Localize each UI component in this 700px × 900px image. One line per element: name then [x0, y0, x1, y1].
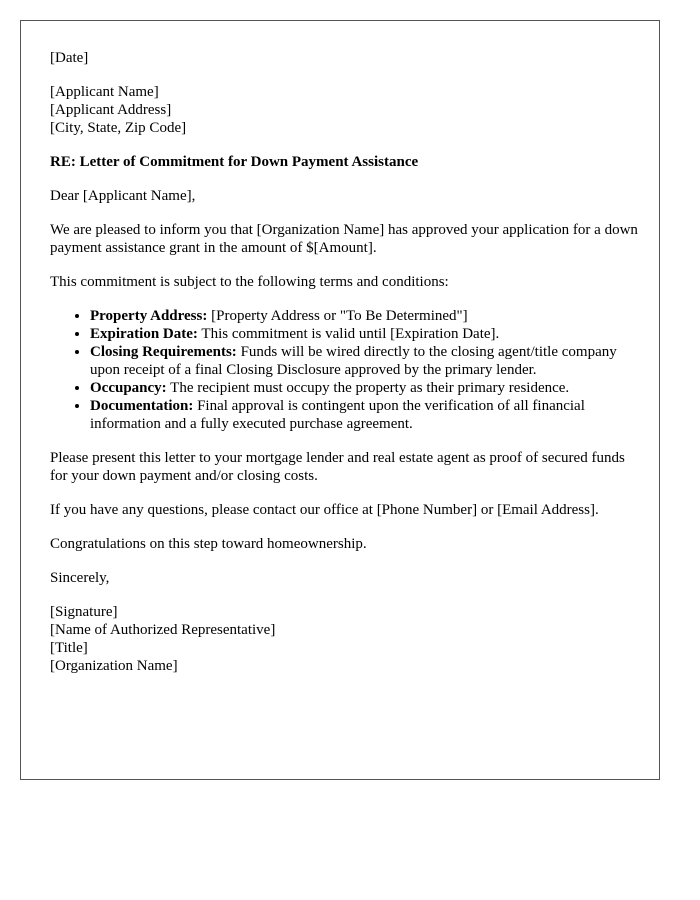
- presentation-paragraph: Please present this letter to your mortgage lender and real estate agent as proof of secured funds for your down payment and/or closing costs.: [50, 450, 625, 484]
- term-item-closing-requirements: [90, 343, 640, 379]
- term-label: Occupancy:: [90, 380, 167, 396]
- letter-page: [20, 20, 660, 780]
- letter-content: [50, 49, 640, 691]
- representative-title: [Title]: [50, 640, 88, 656]
- term-item-documentation: [90, 397, 640, 433]
- congratulations-paragraph: Congratulations on this step toward homeownership.: [50, 536, 367, 552]
- recipient-name: [Applicant Name]: [50, 84, 159, 100]
- recipient-city-state-zip: [City, State, Zip Code]: [50, 120, 187, 136]
- term-item-occupancy: [90, 379, 640, 397]
- term-label: Expiration Date:: [90, 326, 198, 342]
- letter-date: [Date]: [50, 50, 89, 66]
- intro-paragraph: We are pleased to inform you that [Organization Name] has approved your application for a down payment assistance grant in the amount of $[Amount].: [50, 222, 638, 256]
- term-text: This commitment is valid until [Expiration Date].: [197, 326, 500, 342]
- term-label: Closing Requirements:: [90, 344, 237, 360]
- term-label: Documentation:: [90, 398, 194, 414]
- recipient-address: [Applicant Address]: [50, 102, 172, 118]
- term-text: Funds will be wired directly to the closing agent/title company upon receipt of a final Closing Disclosure approved by the primary lender.: [90, 344, 617, 378]
- term-text: [Property Address or "To Be Determined"]: [207, 308, 468, 324]
- term-label: Property Address:: [90, 308, 208, 324]
- signature-block: [50, 603, 640, 675]
- term-text: Final approval is contingent upon the verification of all financial information and a fully executed purchase agreement.: [90, 398, 585, 432]
- term-text: The recipient must occupy the property as their primary residence.: [166, 380, 570, 396]
- closing: Sincerely,: [50, 570, 110, 586]
- signature: [Signature]: [50, 604, 118, 620]
- contact-paragraph: If you have any questions, please contact our office at [Phone Number] or [Email Address].: [50, 502, 599, 518]
- term-item-property-address: [90, 307, 640, 325]
- representative-name: [Name of Authorized Representative]: [50, 622, 276, 638]
- recipient-block: [50, 83, 640, 137]
- organization-name: [Organization Name]: [50, 658, 178, 674]
- terms-intro: This commitment is subject to the following terms and conditions:: [50, 274, 449, 290]
- letter-subject: RE: Letter of Commitment for Down Payment Assistance: [50, 154, 419, 170]
- terms-list: [50, 307, 640, 433]
- salutation: Dear [Applicant Name],: [50, 188, 196, 204]
- term-item-expiration-date: [90, 325, 640, 343]
